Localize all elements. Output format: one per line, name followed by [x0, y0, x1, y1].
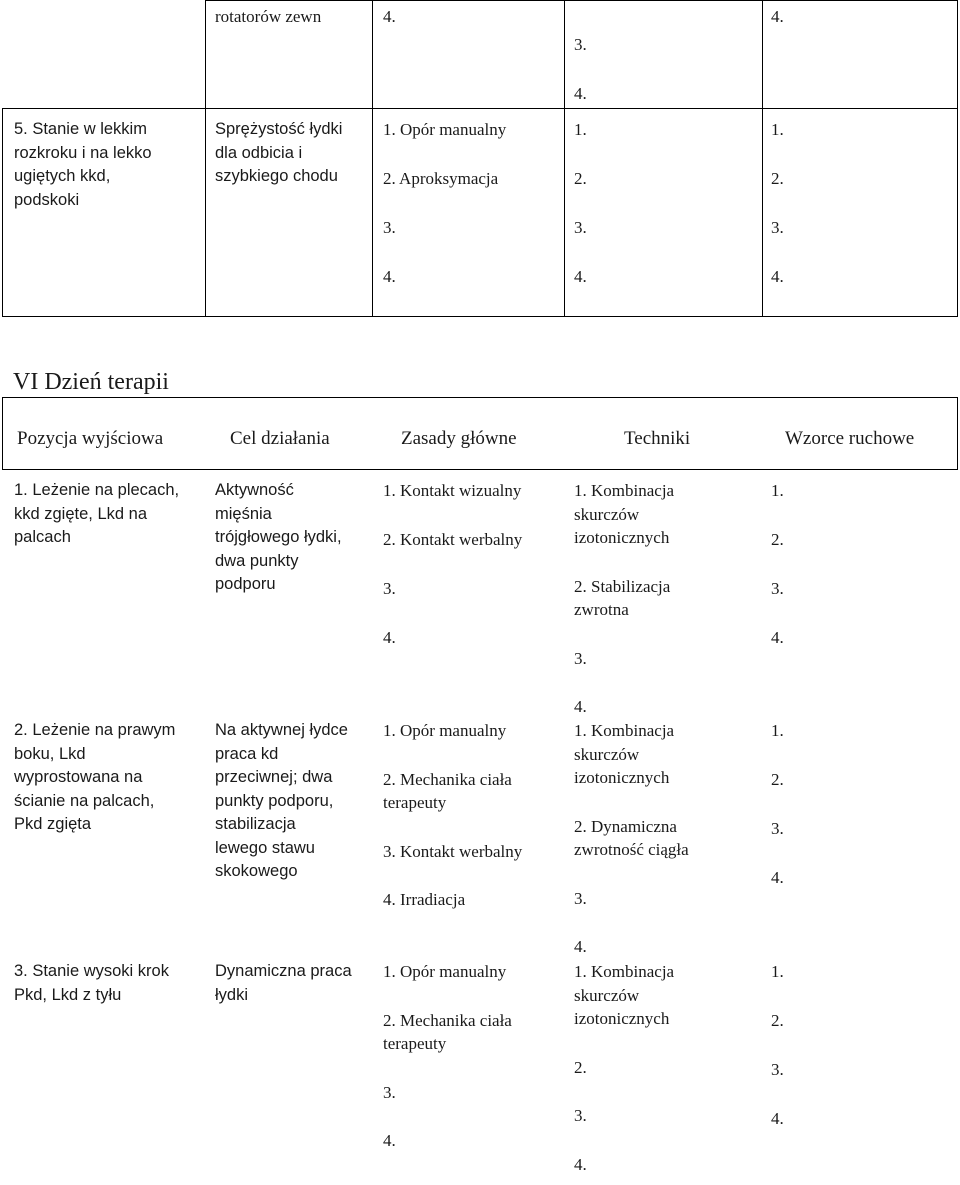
top-row-b-cel: Sprężystość łydki dla odbicia i szybkiego chodu: [215, 120, 343, 185]
top-row-b-wzorce: 1. 2. 3. 4.: [771, 120, 784, 286]
header-zasady: Zasady główne: [401, 428, 517, 449]
row-1-techniki: 1. Kombinacja skurczów izotonicznych 2. Stabilizacja zwrotna 3. 4.: [574, 481, 675, 716]
row-1-cel: Aktywność mięśnia trójgłowego łydki, dwa punkty podporu: [215, 481, 342, 593]
top-row-b-pozycja: 5. Stanie w lekkim rozkroku i na lekko ugiętych kkd, podskoki: [14, 120, 152, 209]
header-pozycja: Pozycja wyjściowa: [17, 428, 164, 449]
row-3-cel: Dynamiczna praca łydki: [215, 962, 352, 1004]
top-row-b-techniki: 1. 2. 3. 4.: [574, 120, 587, 286]
header-wzorce: Wzorce ruchowe: [785, 428, 915, 449]
row-1-zasady: 1. Kontakt wizualny 2. Kontakt werbalny 3. 4.: [383, 481, 523, 647]
row-3-wzorce: 1. 2. 3. 4.: [771, 962, 784, 1128]
top-row-a-techniki: 3. 4.: [574, 35, 587, 103]
section-title: VI Dzień terapii: [13, 369, 169, 395]
row-2-pozycja: 2. Leżenie na prawym boku, Lkd wyprostowana na ścianie na palcach, Pkd zgięta: [14, 721, 176, 833]
top-row-b-zasady: 1. Opór manualny 2. Aproksymacja 3. 4.: [383, 120, 507, 286]
top-row-a-zasady: 4.: [383, 7, 396, 26]
header-cel: Cel działania: [230, 428, 330, 449]
row-1-wzorce: 1. 2. 3. 4.: [771, 481, 784, 647]
top-row-a-cel: rotatorów zewn: [215, 7, 322, 26]
row-3-techniki: 1. Kombinacja skurczów izotonicznych 2. 3. 4.: [574, 962, 675, 1174]
top-row-a-wzorce: 4.: [771, 7, 784, 26]
row-1-pozycja: 1. Leżenie na plecach, kkd zgięte, Lkd na palcach: [14, 481, 180, 546]
row-3-zasady: 1. Opór manualny 2. Mechanika ciała terapeuty 3. 4.: [383, 962, 512, 1150]
header-techniki: Techniki: [624, 428, 691, 449]
row-2-techniki: 1. Kombinacja skurczów izotonicznych 2. Dynamiczna zwrotność ciągła 3. 4.: [574, 721, 689, 956]
row-2-wzorce: 1. 2. 3. 4.: [771, 721, 784, 887]
row-2-cel: Na aktywnej łydce praca kd przeciwnej; dwa punkty podporu, stabilizacja lewego stawu skokowego: [215, 721, 348, 880]
row-2-zasady: 1. Opór manualny 2. Mechanika ciała terapeuty 3. Kontakt werbalny 4. Irradiacja: [383, 721, 523, 909]
row-3-pozycja: 3. Stanie wysoki krok Pkd, Lkd z tyłu: [14, 962, 169, 1004]
